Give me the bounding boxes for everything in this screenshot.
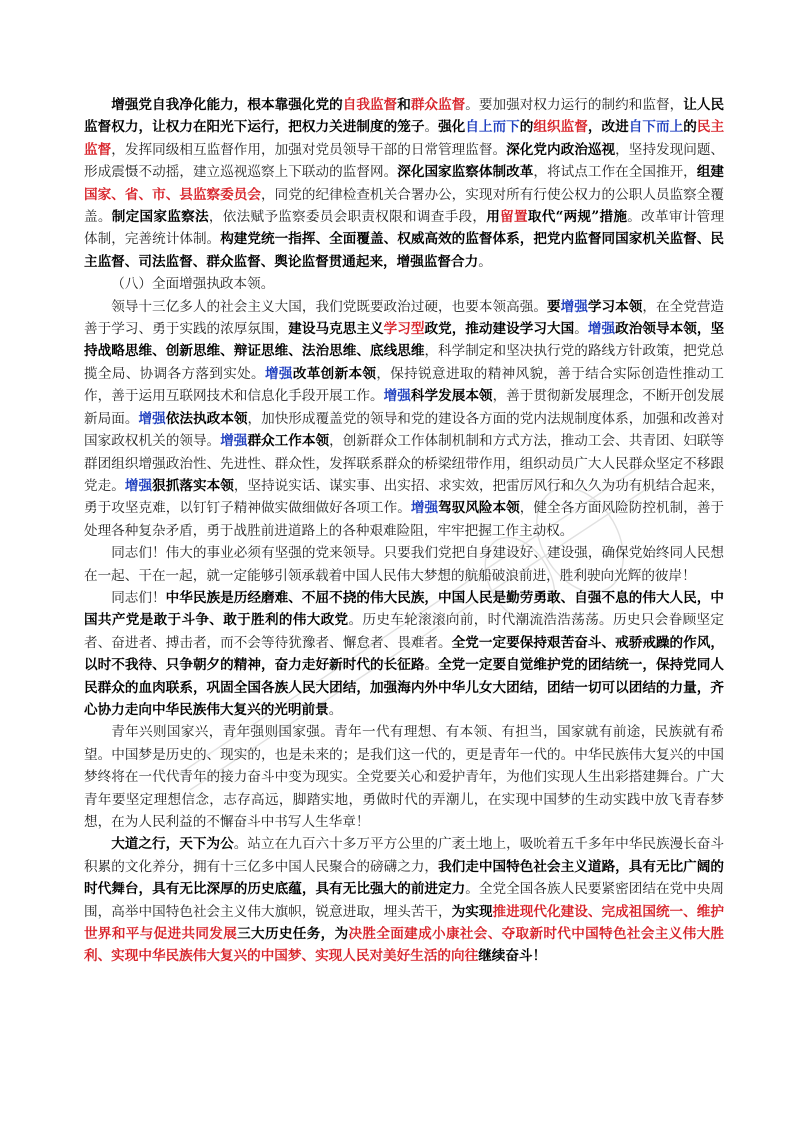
text-run: ，同党的纪律检查机关合署办公，实现对所有行使公权力的公职人员监察全覆盖。 xyxy=(84,186,725,226)
text-run: ，善于贯彻新发展理念，不断开创发展新局面。 xyxy=(84,388,725,427)
text-run: ，依法赋予监察委员会职责权限和调查手段， xyxy=(208,209,487,226)
text-run: 三大历史任务，为 xyxy=(237,926,349,943)
text-run: 。要加强对权力运行的制约和监督， xyxy=(465,97,684,113)
text-run: 。历史车轮滚滚向前，时代潮流浩浩荡荡。历史只会眷顾坚定者、奋进者、搏击者，而不会等待犹豫者、懈怠者、畏难者。 xyxy=(84,612,724,651)
text-run: 用 xyxy=(486,209,501,226)
text-run: 组织监督 xyxy=(533,119,588,136)
text-run: 和 xyxy=(397,97,411,113)
text-run: （八）全面增强执政本领。 xyxy=(111,276,275,293)
text-run: 民主监督 xyxy=(84,119,725,158)
text-run: ，健全各方面风险防控机制，善于处理各种复杂矛盾，勇于战胜前进道路上的各种艰难险阻，牢牢把握工作主动权。 xyxy=(84,500,725,539)
text-run: 要 xyxy=(546,298,561,315)
text-run: 。 xyxy=(328,701,343,718)
text-run: 自我监督 xyxy=(342,97,398,113)
text-run: ，创新群众工作体制机制和方式方法，推动工会、共青团、妇联等群团组织增强政治性、先进性、群众性，发挥联系群众的桥梁纽带作用，组织动员广大人民群众坚定不移跟党走。 xyxy=(84,433,725,494)
text-run: 为实现 xyxy=(451,903,493,920)
text-run: ，加快形成覆盖党的领导和党的建设各方面的党内法规制度体系，加强和改善对国家政权机关的领导。 xyxy=(84,410,725,450)
text-run: ，发挥同级相互监督作用，加强对党员领导干部的日常管理监督。 xyxy=(111,141,507,158)
text-run: 的 xyxy=(519,119,534,136)
text-run: 深化党内政治巡视 xyxy=(506,141,616,158)
text-run: 决胜全面建成小康社会、夺取新时代中国特色社会主义伟大胜利、实现中华民族伟大复兴的中国梦、实现人民对美好生活的向往 xyxy=(84,926,725,965)
text-run: 留置 xyxy=(500,209,528,226)
text-run: 我们走中国特色社会主义道路，具有无比广阔的时代舞台，具有无比深厚的历史底蕴，具有无比强大的前进定力 xyxy=(84,858,725,898)
text-run: 自下而上 xyxy=(628,119,684,136)
text-run: 。改革审计管理体制，完善统计体制。 xyxy=(84,209,725,248)
text-run: 增强 xyxy=(383,388,411,405)
text-run: 增强 xyxy=(264,365,293,382)
text-run: 大道之行，天下为公 xyxy=(111,836,234,853)
paragraph-nation-spirit xyxy=(84,587,724,721)
text-run: 自上而下 xyxy=(465,119,520,136)
paragraph-governance-skills xyxy=(84,296,724,542)
text-run: 强化 xyxy=(438,119,466,136)
text-run: 让人民监督权力，让权力在阳光下运行，把权力关进制度的笼子 xyxy=(84,97,725,136)
text-run: 构建党统一指挥、全面覆盖、权威高效的监督体系，把党内监督同国家机关监督、民主监督、司法监督、群众监督、舆论监督贯通起来，增强监督合力 xyxy=(84,231,725,270)
text-run: 。站立在九百六十多万平方公里的广袤土地上，吸吮着五千多年中华民族漫长奋斗积累的文化养分，拥有十三亿多中国人民聚合的磅礴之力， xyxy=(84,836,725,875)
text-run: 增强 xyxy=(410,500,439,517)
paragraph-supervision xyxy=(84,94,724,273)
text-run: 依法执政本领 xyxy=(165,410,248,427)
text-run: ，在全党营造善于学习、勇于实践的浓厚氛围， xyxy=(84,298,725,338)
text-run: 增强党自我净化能力，根本靠强化党的 xyxy=(111,97,343,113)
text-run: 全党一定要保持艰苦奋斗、戒骄戒躁的作风，以时不我待、只争朝夕的精神，奋力走好新时代的长征路 xyxy=(84,634,724,674)
section-heading-governance xyxy=(84,273,724,295)
text-run: 推进现代化建设、完成祖国统一、维护世界和平与促进共同发展 xyxy=(84,903,725,943)
text-run: 政党，推动建设学习大国 xyxy=(424,321,575,338)
text-run: 。 xyxy=(574,321,588,338)
text-run: 同志们！伟大的事业必须有坚强的党来领导。只要我们党把自身建设好、建设强，确保党始终同人民想在一起、干在一起，就一定能够引领承载着中国人民伟大梦想的航船破浪前进，胜利驶向光辉的彼岸！ xyxy=(84,545,724,584)
paragraph-youth xyxy=(84,721,724,833)
text-run: ，坚持说实话、谋实事、出实招、求实效，把雷厉风行和久久为功有机结合起来，勇于攻坚克难，以钉钉子精神做实做细做好各项工作。 xyxy=(84,477,725,517)
text-run: 建设马克思主义 xyxy=(288,321,384,338)
text-run: 政治领导本领，坚持战略思维、创新思维、辩证思维、法治思维、底线思维 xyxy=(84,321,725,360)
text-run: 狠抓落实本领 xyxy=(152,477,234,494)
text-run: 驾驭风险本领 xyxy=(438,500,520,517)
paragraph-party-leadership xyxy=(84,542,724,587)
text-run: 组建 xyxy=(696,164,725,181)
text-run: 群众监督 xyxy=(410,97,466,113)
text-run: 领导十三亿多人的社会主义大国，我们党既要政治过硬，也要本领高强。 xyxy=(111,298,547,315)
text-run: 的 xyxy=(683,119,697,136)
text-run: 制定国家监察法 xyxy=(111,209,209,226)
text-run: 全党一定要自觉维护党的团结统一，保持党同人民群众的血肉联系，巩固全国各族人民大团结，加强海内外中华儿女大团结，团结一切可以团结的力量，齐心协力走向中华民族伟大复兴的光明前景 xyxy=(84,657,725,718)
text-run: 科学发展本领 xyxy=(410,388,493,405)
text-run: ，保持锐意进取的精神风貌，善于结合实际创造性推动工作，善于运用互联网技术和信息化手段开展工作。 xyxy=(84,365,725,405)
text-run: ，改进 xyxy=(587,119,629,136)
text-run: ，坚持发现问题、形成震慑不动摇，建立巡视巡察上下联动的监督网。 xyxy=(84,141,725,181)
text-run: ，将试点工作在全国推开， xyxy=(533,164,697,181)
text-run: 改革创新本领 xyxy=(292,365,377,382)
text-run: 同志们！ xyxy=(111,589,166,606)
text-run: ，科学制定和坚决执行党的路线方针政策，把党总揽全局、协调各方落到实处。 xyxy=(84,343,724,382)
text-run: 学习本领 xyxy=(587,298,643,315)
text-run: 增强 xyxy=(124,477,153,494)
document-body xyxy=(84,94,724,968)
text-run: 。全党全国各族人民要紧密团结在党中央周围，高举中国特色社会主义伟大旗帜，锐意进取，埋头苦干， xyxy=(84,881,725,920)
text-run: 增强 xyxy=(587,321,616,338)
text-run: 增强 xyxy=(138,410,166,427)
text-run: 青年兴则国家兴，青年强则国家强。青年一代有理想、有本领、有担当，国家就有前途，民族就有希望。中国梦是历史的、现实的，也是未来的；是我们这一代的，更是青年一代的。中华民族伟大复兴的中国梦终将在一代代青年的接力奋斗中变为现实。全党要关心和爱护青年，为他们实现人生出彩搭建舞台。广大青年要坚定理想信念，志存高远，脚踏实地，勇做时代的弄潮儿，在实现中国梦的生动实践中放飞青春梦想，在为人民利益的不懈奋斗中书写人生华章！ xyxy=(84,724,724,830)
paragraph-conclusion xyxy=(84,833,724,967)
text-run: 增强 xyxy=(560,298,588,315)
text-run: 继续奋斗！ xyxy=(478,948,547,965)
text-run: 。 xyxy=(478,253,492,270)
text-run: 。 xyxy=(424,657,439,674)
text-run: 中华民族是历经磨难、不屈不挠的伟大民族，中国人民是勤劳勇敢、自强不息的伟大人民，中国共产党是敢于斗争、敢于胜利的伟大政党 xyxy=(84,589,725,629)
text-run: 国家、省、市、县监察委员会 xyxy=(84,186,262,203)
text-run: 学习型 xyxy=(383,321,425,338)
text-run: 深化国家监察体制改革 xyxy=(397,164,534,181)
text-run: 增强 xyxy=(220,433,248,450)
text-run: 。 xyxy=(424,119,439,136)
text-run: 取代“两规”措施 xyxy=(527,209,628,226)
text-run: 群众工作本领 xyxy=(247,433,330,450)
